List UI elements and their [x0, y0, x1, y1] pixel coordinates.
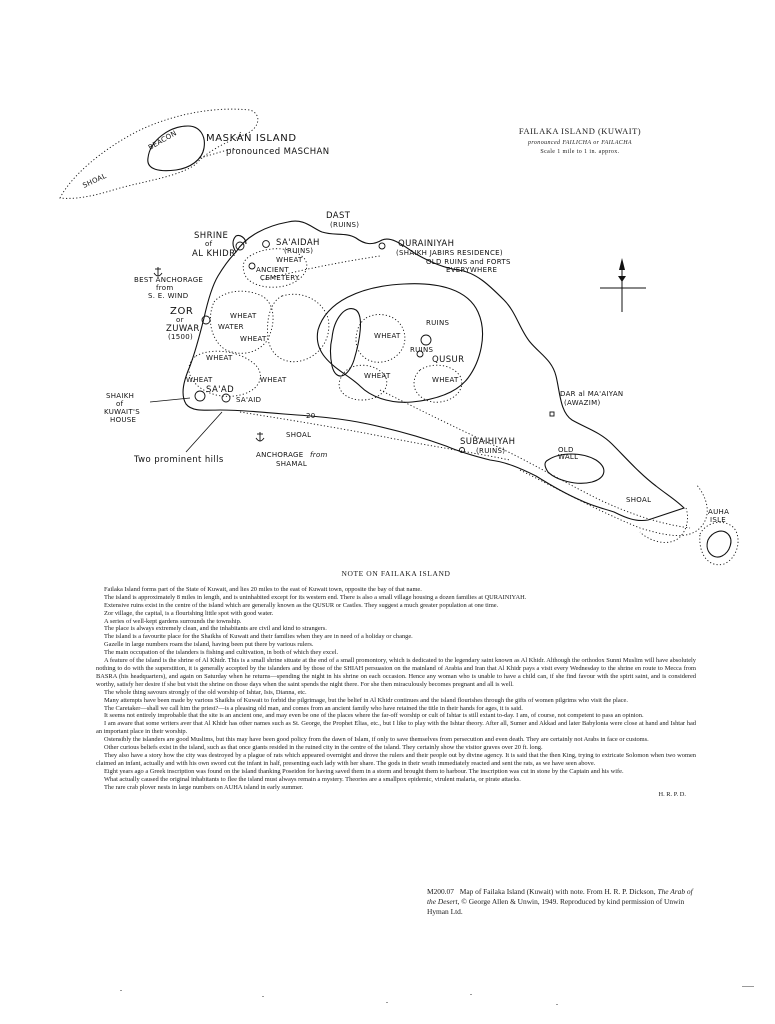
- figure-caption: [427, 887, 697, 917]
- wheat-field-boundary-4: [268, 294, 329, 361]
- note-paragraph: The Caretaker—shall we call him the priest?—is a pleasing old man, and comes from an ancient family who have retained the title in their hands for ages, it is said.: [104, 704, 523, 712]
- note-heading: NOTE ON FAILAKA ISLAND: [341, 569, 451, 578]
- anchor-icon: [154, 267, 162, 276]
- note-paragraph: The island is approximately 8 miles in length, and is uninhabited except for its western end. There is also a small village housing a dozen families at QURAINIYAH.: [104, 593, 527, 601]
- note-paragraph: The island is a favourite place for the Shaikhs of Kuwait and their families when they are in need of a holiday or change.: [104, 633, 413, 641]
- note-paragraph: Extensive ruins exist in the centre of the island which are generally known as the QUSUR or Castles. They suggest a much greater population at one time.: [104, 601, 499, 609]
- auha-isle-reef: [700, 522, 738, 564]
- label-everywhere: EVERYWHERE: [446, 266, 498, 274]
- label-auha: AUHA: [708, 508, 730, 516]
- label-se-wind: S. E. WIND: [148, 292, 189, 300]
- wheat-field-boundary-7: [339, 365, 387, 400]
- scan-speck: [556, 1004, 558, 1005]
- ruin-marker-saaid: [222, 394, 230, 402]
- label-old: OLD: [558, 446, 574, 454]
- label-wheat: WHEAT: [374, 332, 401, 340]
- note-paragraph: Other curious beliefs exist in the island, such as that once giants resided in the ruined city in the centre of the island. They certainly show the visitor graves over 20 ft. long.: [104, 744, 543, 752]
- map-title-block: [490, 126, 670, 155]
- label-shaikh-of: of: [116, 400, 124, 408]
- note-paragraph: They also have a story how the city was destroyed by a plague of rats which appeared overnight and drove the rulers and their people out by divine agency. It is said that the then King, trying to extricate Solomon when two women claimed an infant, actually and with his own sword cut the infant in half, presenting each lady with her share. The gods in their wrath immediately reacted and sent the rats, as we have seen above.: [96, 751, 696, 767]
- label-kuwaits: KUWAIT'S: [104, 408, 140, 416]
- note-paragraph: Ostensibly the islanders are good Muslims, but this may have been good policy from the dawn of Islam, if only to save themselves from persecution and even death. They are certainly not Arabs in face or customs.: [104, 736, 649, 744]
- label-shrine: SHRINE: [194, 231, 229, 241]
- label-subaihiyah: SUBAIHIYAH: [460, 437, 516, 447]
- label-subaihiyah-ruins: (RUINS): [476, 447, 506, 455]
- ruin-marker-qusur: [421, 335, 431, 345]
- note-paragraph: The rare crab plover nests in large numbers on AUHA island in early summer.: [104, 783, 304, 791]
- map-pronunciation: pronounced FAILICHA or FAILACHA: [527, 140, 632, 146]
- note-paragraph: What actually caused the original inhabitants to flee the island must always remain a mystery. Theories are a smallpox epidemic, virulent malaria, or pirate attacks.: [104, 775, 521, 783]
- central-ridge-inner: [331, 309, 361, 376]
- label-wheat: WHEAT: [186, 376, 213, 384]
- label-best-anchorage: BEST ANCHORAGE: [134, 276, 204, 284]
- ruin-marker-saaidah: [263, 241, 270, 248]
- label-isle: ISLE: [710, 516, 727, 524]
- caption-credit: © George Allen & Unwin, 1949. Reproduced by kind permission of Unwin Hyman Ltd.: [427, 897, 685, 916]
- note-signature: H. R. P. D.: [658, 791, 686, 799]
- label-wheat: WHEAT: [206, 354, 233, 362]
- note-paragraph: It seems not entirely improbable that the site is an ancient one, and may even be one of the places where the far-off worship or cult of Ishtar is still extant to-day. I am, of course, not competent to pass an opinion.: [104, 712, 644, 720]
- label-zor: ZOR: [170, 306, 194, 317]
- note-paragraph: Eight years ago a Greek inscription was found on the island thanking Poseidon for having saved them in a storm and brought them to harbour. The inscription was cut in stone by the Captain and his wife.: [104, 767, 624, 775]
- label-wheat: WHEAT: [260, 376, 287, 384]
- label-wheat: WHEAT: [240, 335, 267, 343]
- label-saaid: SA'AID: [236, 396, 262, 404]
- note-paragraph: A series of well-kept gardens surrounds the township.: [104, 617, 242, 625]
- label-saaidah-ruins: (RUINS): [284, 247, 314, 255]
- shoal-se-outer: [520, 470, 707, 536]
- label-wheat: WHEAT: [432, 376, 459, 384]
- note-section: [96, 570, 696, 799]
- label-shamal: SHAMAL: [276, 460, 308, 468]
- label-two-hills: Two prominent hills: [134, 455, 224, 465]
- ruin-marker-qurainiyah: [379, 243, 385, 249]
- label-ruins: RUINS: [426, 319, 450, 327]
- note-paragraph: The main occupation of the islanders is fishing and cultivation, in both of which they excel.: [104, 649, 339, 657]
- caption-book-title: The Arab of the Desert,: [427, 887, 693, 906]
- label-dast-ruins: (RUINS): [330, 221, 360, 229]
- label-ruins: RUINS: [410, 346, 434, 354]
- scan-speck: [120, 990, 122, 991]
- track-to-subaihiyah: [380, 390, 690, 528]
- label-awazim: (AWAZIM): [564, 399, 601, 407]
- caption-code: M200.07: [427, 887, 454, 896]
- label-qurainiyah-residence: (SHAIKH JABIRS RESIDENCE): [396, 249, 503, 257]
- label-zor-or: or: [176, 316, 184, 324]
- label-old-ruins: OLD RUINS and FORTS: [426, 258, 511, 266]
- scan-speck: [262, 996, 264, 997]
- label-wall: WALL: [558, 453, 579, 461]
- label-water: WATER: [218, 323, 244, 331]
- note-paragraph: I am aware that some writers aver that Al Khidr has other names such as St. George, the Prophet Elias, etc., but I like to play with the Ishtar theory. After all, Sumer and Akkad and later Babylonia were close at hand and Ishtar had an important place in their worship.: [96, 720, 696, 736]
- label-zuwar: ZUWAR: [166, 324, 200, 334]
- label-saad: SA'AD: [206, 385, 235, 395]
- scan-speck: [742, 986, 754, 987]
- label-saaidah: SA'AIDAH: [276, 238, 320, 248]
- label-qusur: QUSUR: [432, 355, 465, 365]
- label-beacon: BEACON: [147, 129, 179, 152]
- label-shrine-of: of: [205, 240, 213, 248]
- label-wheat: WHEAT: [364, 372, 391, 380]
- note-paragraph: Failaka Island forms part of the State of Kuwait, and lies 20 miles to the east of Kuwait town, opposite the bay of that name.: [104, 585, 422, 593]
- label-shoal-nw: SHOAL: [81, 171, 108, 190]
- shoal-se-line: [640, 508, 688, 542]
- ruin-marker-dar: [550, 412, 554, 416]
- label-maskan-island: MASKÁN ISLAND: [206, 133, 297, 144]
- label-shoal-se: SHOAL: [626, 496, 652, 504]
- label-spot-20: 20: [306, 412, 316, 420]
- label-house: HOUSE: [110, 416, 137, 424]
- label-best-anchorage-from: from: [156, 284, 174, 292]
- anchor-icon: [256, 432, 264, 441]
- note-paragraph: Zor village, the capital, is a flourishing little spot with good water.: [104, 609, 274, 617]
- label-anchorage: ANCHORAGE: [256, 451, 304, 459]
- note-paragraph: The place is always extremely clean, and the inhabitants are civil and kind to strangers.: [104, 625, 327, 633]
- note-paragraph: Many attempts have been made by various Shaikhs of Kuwait to forbid the pilgrimage, but the belief in Al Khidr continues and the island flourishes through the gifts of women pilgrims who visit the place.: [104, 696, 628, 704]
- label-dast: DAST: [326, 211, 351, 221]
- two-hills-leader: [186, 412, 222, 452]
- note-paragraph: A feature of the island is the shrine of Al Khidr. This is a small shrine situate at the end of a small promontory, which is dedicated to the legendary saint known as Al Khidr. Although the orthodox Sunni Muslim will have absolutely nothing to do with the superstition, it is generally accepted by the islanders and by those of the SHIAH persuasion on the mainland of Arabia and Iran that Al Khidr pays a visit every Wednesday to the shrine en route to Mecca from BASRA (his headquarters), and again on Saturday when he returns—spending the night in his shrine on each occasion. Hence any woman who is unable to have a child can, if she find favour with the spirit saint, and is considered worthy, satisfy her desire if she but visit the shrine on those days when the saint spends the night there. For she then miraculously becomes pregnant and all is well.: [96, 657, 696, 688]
- ruin-marker-cemetery: [249, 263, 255, 269]
- label-maskan-pronounced: pronounced MASCHAN: [226, 147, 330, 157]
- label-qurainiyah: QURAINIYAH: [398, 239, 455, 249]
- label-cemetery: CEMETERY: [260, 274, 300, 282]
- compass-icon: [600, 258, 646, 312]
- map-title: FAILAKA ISLAND (KUWAIT): [518, 126, 642, 136]
- label-wheat: WHEAT: [230, 312, 257, 320]
- label-al-khidr: AL KHIDR: [192, 249, 236, 259]
- label-shoal-south: SHOAL: [286, 431, 312, 439]
- label-dar-maaiyan: DAR al MA'AIYAN: [560, 390, 624, 398]
- scan-speck: [386, 1002, 388, 1003]
- label-anchorage-from: from: [310, 451, 328, 459]
- label-ancient: ANCIENT: [256, 266, 290, 274]
- label-zuwar-pop: (1500): [168, 333, 194, 341]
- map-scale: Scale 1 mile to 1 in. approx.: [540, 149, 620, 155]
- scan-speck: [470, 994, 472, 995]
- label-wheat: WHEAT: [276, 256, 303, 264]
- label-shaikh: SHAIKH: [106, 392, 135, 400]
- caption-text: Map of Failaka Island (Kuwait) with note. From H. R. P. Dickson,: [459, 887, 656, 896]
- ruin-marker-saad: [195, 391, 205, 401]
- note-paragraph: The whole thing savours strongly of the old worship of Ishtar, Isis, Dianna, etc.: [104, 688, 307, 696]
- central-ridge-large: [317, 284, 482, 403]
- auha-isle-coast: [707, 531, 731, 557]
- note-paragraph: Gazelle in large numbers roam the island, having been put there by various rulers.: [104, 641, 314, 649]
